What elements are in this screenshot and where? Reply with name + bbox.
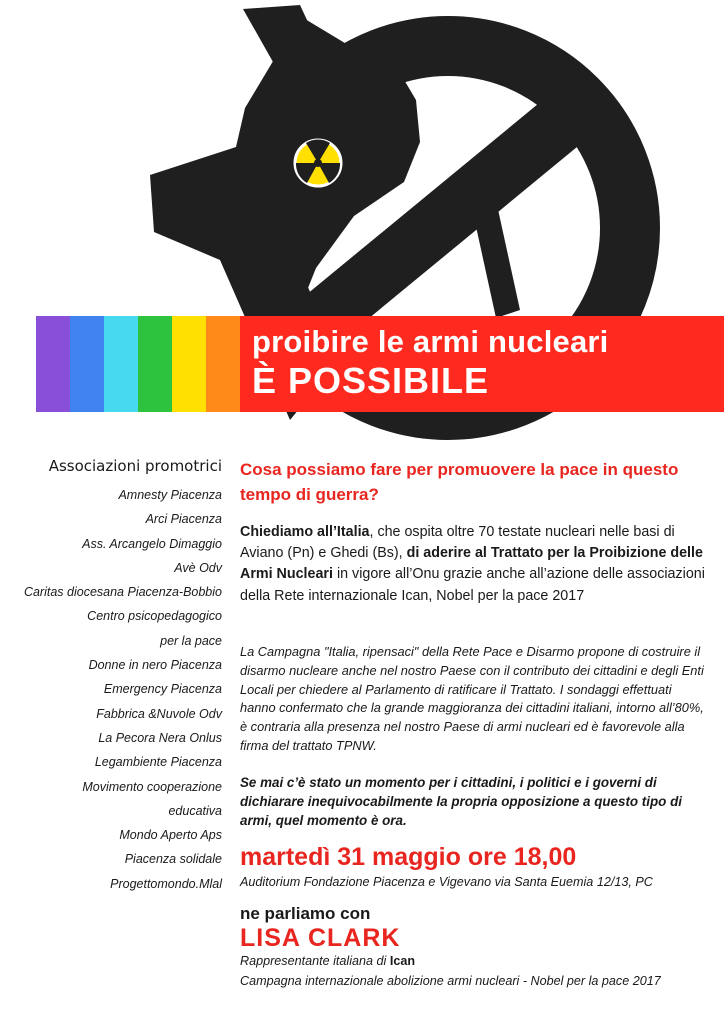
event-venue: Auditorium Fondazione Piacenza e Vigevano via Santa Euemia 12/13, PC (240, 875, 653, 889)
associations-heading: Associazioni promotrici (48, 457, 222, 475)
speaker-name: LISA CLARK (240, 924, 401, 952)
ask-lead: Chiediamo all’Italia (240, 524, 370, 540)
association-item: Fabbrica &Nuvole Odv (96, 706, 222, 721)
association-item: Movimento cooperazione (82, 779, 222, 794)
ask-ican: in vigore all’Onu grazie anche all’azione delle associazioni della Rete internazionale Ican, Nobel per la pace 2017 (240, 566, 705, 604)
question-heading: Cosa possiamo fare per promuovere la pace in questo tempo di guerra? (240, 460, 679, 504)
rainbow-stripe-violet (36, 316, 70, 412)
association-item: per la pace (160, 633, 222, 648)
headline-title: proibire le armi nucleari (252, 324, 609, 359)
treaty-request-paragraph (240, 522, 710, 607)
speaker-org: Ican (389, 954, 416, 968)
association-item: Donne in nero Piacenza (88, 658, 222, 673)
campaign-paragraph: La Campagna "Italia, ripensaci" della Rete Pace e Disarmo propone di costruire il disarmo nucleare anche nel nostro Paese con il contributo dei cittadini e degli Enti Locali per chiedere al Parlamento di ratificare il Trattato. I sondaggi effettuati hanno confermato che la grande maggioranza dei cittadini italiani, intorno all’80%, è contraria alla presenza nel nostro Paese di armi nucleari ed è favorevole alla firma del trattato TPNW. (240, 644, 704, 753)
association-item: Progettomondo.Mlal (110, 876, 222, 891)
ask-context: , che ospita oltre 70 testate nucleari nelle basi di Aviano (Pn) e Ghedi (Bs), (240, 524, 675, 562)
radiation-icon (295, 139, 341, 186)
ican-campaign-name: Campagna internazionale abolizione armi nucleari - Nobel per la pace 2017 (240, 974, 661, 988)
rainbow-stripe-blue (70, 316, 104, 412)
association-item: educativa (168, 803, 222, 818)
associations-list (0, 483, 222, 896)
rainbow-stripe-yellow (172, 316, 206, 412)
association-item: Mondo Aperto Aps (119, 828, 222, 843)
headline-subtitle: È POSSIBILE (252, 360, 490, 401)
association-item: Emergency Piacenza (103, 682, 222, 697)
speaker-intro: ne parliamo con (240, 904, 371, 923)
speaker-role (240, 954, 415, 968)
rainbow-stripe-green (138, 316, 172, 412)
rainbow-stripe-cyan (104, 316, 138, 412)
association-item: Arci Piacenza (145, 512, 222, 527)
association-item: La Pecora Nera Onlus (98, 730, 222, 745)
event-date: martedì 31 maggio ore 18,00 (240, 843, 577, 871)
association-item: Legambiente Piacenza (94, 755, 222, 770)
association-item: Centro psicopedagogico (87, 609, 222, 624)
closing-statement: Se mai c’è stato un momento per i cittadini, i politici e i governi di dichiarare inequivocabilmente la propria opposizione a questo tipo di armi, quel momento è ora. (240, 775, 682, 828)
bomb-tail (468, 182, 520, 318)
ask-treaty: di aderire al Trattato per la Proibizione delle Armi Nucleari (240, 545, 703, 583)
association-item: Ass. Arcangelo Dimaggio (82, 536, 222, 551)
association-item: Caritas diocesana Piacenza-Bobbio (23, 585, 222, 600)
speaker-role-prefix: Rappresentante italiana di (240, 954, 390, 968)
association-item: Piacenza solidale (124, 852, 222, 867)
rainbow-stripe-orange (206, 316, 240, 412)
association-item: Amnesty Piacenza (118, 488, 222, 502)
association-item: Avè Odv (174, 560, 222, 575)
